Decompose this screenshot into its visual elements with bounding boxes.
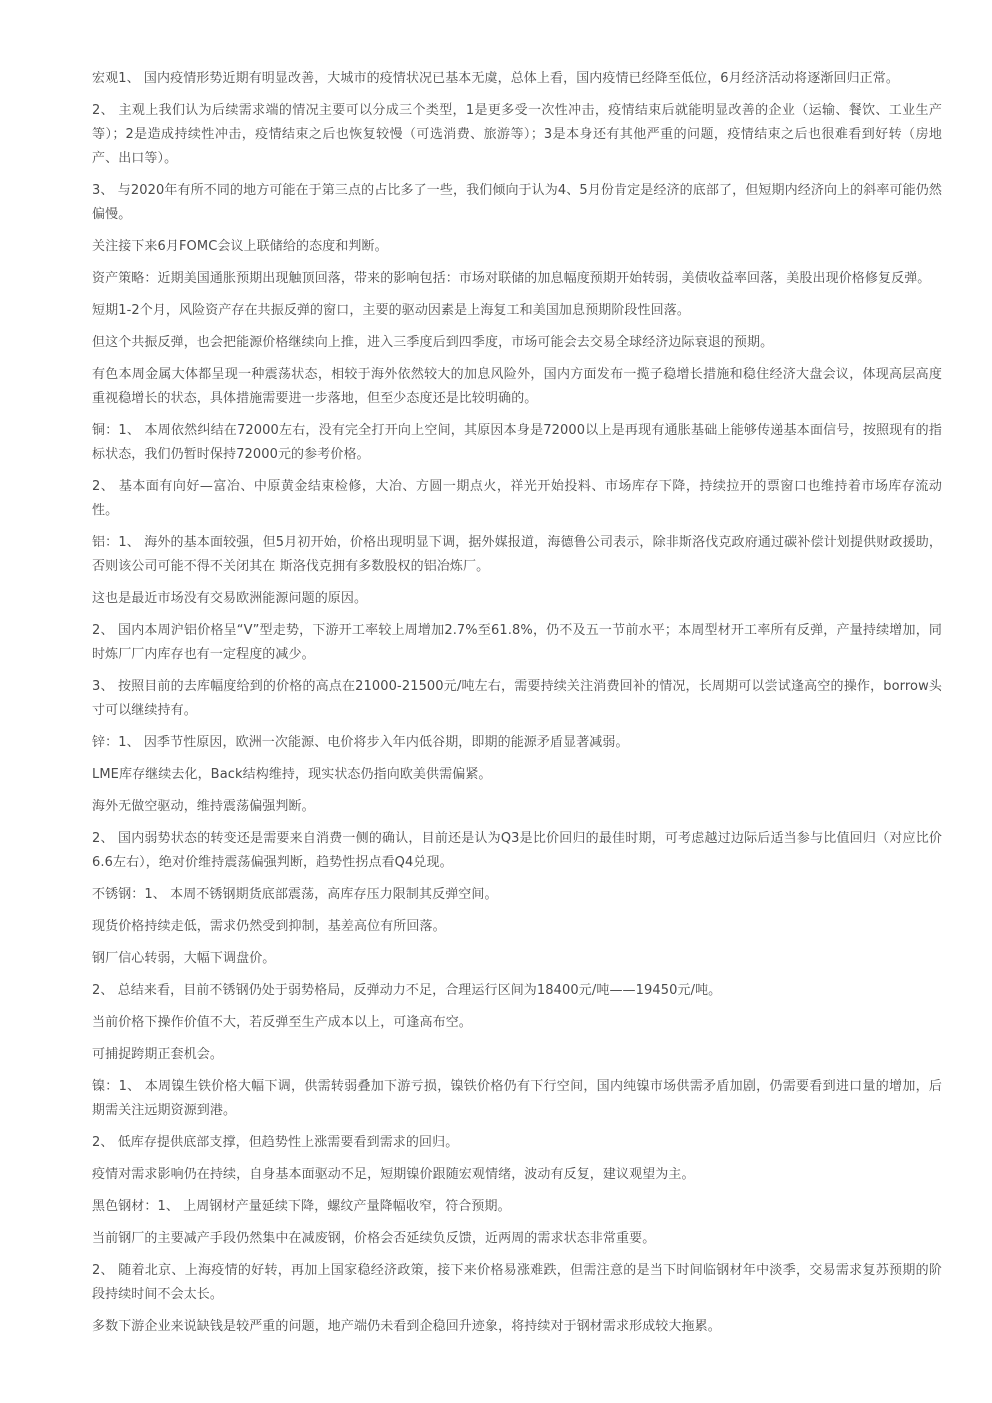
paragraph-macro-2: 2、 主观上我们认为后续需求端的情况主要可以分成三个类型，1是更多受一次性冲击，疫情结束后就能明显改善的企业（运输、餐饮、工业生产等）；2是造成持续性冲击，疫情结束之后也恢复较慢（可选消费、旅游等）；3是本身还有其他严重的问题，疫情结束之后也很难看到好转（房地产、出口等）。 bbox=[92, 103, 942, 166]
paragraph-zinc-1: 锌：1、 因季节性原因，欧洲一次能源、电价将步入年内低谷期，即期的能源矛盾显著减弱。 bbox=[92, 735, 629, 750]
paragraph-zinc-overseas: 海外无做空驱动，维持震荡偏强判断。 bbox=[92, 799, 315, 814]
paragraph-stainless-spread: 可捕捉跨期正套机会。 bbox=[92, 1047, 224, 1062]
paragraph-aluminum-2: 2、 国内本周沪铝价格呈“V”型走势，下游开工率较上周增加2.7%至61.8%，仍不及五一节前水平；本周型材开工率所有反弹，产量持续增加，同时炼厂厂内库存也有一定程度的减少。 bbox=[92, 623, 942, 662]
paragraph-macro-3: 3、 与2020年有所不同的地方可能在于第三点的占比多了一些，我们倾向于认为4、5月份肯定是经济的底部了，但短期内经济向上的斜率可能仍然偏慢。 bbox=[92, 183, 942, 222]
paragraph-zinc-lme: LME库存继续去化，Back结构维持，现实状态仍指向欧美供需偏紧。 bbox=[92, 767, 492, 782]
paragraph-copper-1: 铜：1、 本周依然纠结在72000左右，没有完全打开向上空间，其原因本身是72000以上是再现有通胀基础上能够传递基本面信号，按照现有的指标状态，我们仍暂时保持72000元的参考价格。 bbox=[92, 423, 942, 462]
paragraph-aluminum-3: 3、 按照目前的去库幅度给到的价格的高点在21000-21500元/吨左右，需要持续关注消费回补的情况，长周期可以尝试逢高空的操作，borrow头寸可以继续持有。 bbox=[92, 679, 942, 718]
paragraph-short-term: 短期1-2个月，风险资产存在共振反弹的窗口，主要的驱动因素是上海复工和美国加息预期阶段性回落。 bbox=[92, 303, 690, 318]
paragraph-nickel-1: 镍：1、 本周镍生铁价格大幅下调，供需转弱叠加下游亏损，镍铁价格仍有下行空间，国内纯镍市场供需矛盾加剧，仍需要看到进口量的增加，后期需关注远期资源到港。 bbox=[92, 1079, 942, 1118]
paragraph-steel-1: 黑色钢材：1、 上周钢材产量延续下降，螺纹产量降幅收窄，符合预期。 bbox=[92, 1199, 511, 1214]
paragraph-stainless-2: 2、 总结来看，目前不锈钢仍处于弱势格局，反弹动力不足，合理运行区间为18400元/吨——19450元/吨。 bbox=[92, 983, 722, 998]
paragraph-nickel-2: 2、 低库存提供底部支撑，但趋势性上涨需要看到需求的回归。 bbox=[92, 1135, 459, 1150]
paragraph-stainless-1: 不锈钢：1、 本周不锈钢期货底部震荡，高库存压力限制其反弹空间。 bbox=[92, 887, 498, 902]
paragraph-steel-downstream: 多数下游企业来说缺钱是较严重的问题，地产端仍未看到企稳回升迹象，将持续对于钢材需求形成较大拖累。 bbox=[92, 1319, 721, 1334]
paragraph-copper-2: 2、 基本面有向好—富冶、中原黄金结束检修，大冶、方圆一期点火，祥光开始投料、市场库存下降，持续拉开的票窗口也维持着市场库存流动性。 bbox=[92, 479, 942, 518]
paragraph-nonferrous: 有色本周金属大体都呈现一种震荡状态，相较于海外依然较大的加息风险外，国内方面发布一揽子稳增长措施和稳住经济大盘会议，体现高层高度重视稳增长的状态，具体措施需要进一步落地，但至少态度还是比较明确的。 bbox=[92, 367, 942, 406]
paragraph-fomc: 关注接下来6月FOMC会议上联储给的态度和判断。 bbox=[92, 239, 388, 254]
paragraph-stainless-ops: 当前价格下操作价值不大，若反弹至生产成本以上，可逢高布空。 bbox=[92, 1015, 472, 1030]
paragraph-nickel-covid: 疫情对需求影响仍在持续，自身基本面驱动不足，短期镍价跟随宏观情绪，波动有反复，建议观望为主。 bbox=[92, 1167, 695, 1182]
paragraph-steel-2: 2、 随着北京、上海疫情的好转，再加上国家稳经济政策，接下来价格易涨难跌，但需注意的是当下时间临钢材年中淡季，交易需求复苏预期的阶段持续时间不会太长。 bbox=[92, 1263, 942, 1302]
paragraph-stainless-spot: 现货价格持续走低，需求仍然受到抑制，基差高位有所回落。 bbox=[92, 919, 446, 934]
paragraph-rebound: 但这个共振反弹，也会把能源价格继续向上推，进入三季度后到四季度，市场可能会去交易全球经济边际衰退的预期。 bbox=[92, 335, 774, 350]
paragraph-aluminum-1: 铝：1、 海外的基本面较强，但5月初开始，价格出现明显下调，据外媒报道，海德鲁公司表示，除非斯洛伐克政府通过碳补偿计划提供财政援助，否则该公司可能不得不关闭其在 斯洛伐克拥有多数股权的铝冶炼厂。 bbox=[92, 535, 942, 574]
paragraph-stainless-mills: 钢厂信心转弱，大幅下调盘价。 bbox=[92, 951, 276, 966]
paragraph-macro-1: 宏观1、 国内疫情形势近期有明显改善，大城市的疫情状况已基本无虞，总体上看，国内疫情已经降至低位，6月经济活动将逐渐回归正常。 bbox=[92, 71, 899, 86]
paragraph-zinc-2: 2、 国内弱势状态的转变还是需要来自消费一侧的确认，目前还是认为Q3是比价回归的最佳时期，可考虑越过边际后适当参与比值回归（对应比价6.6左右），绝对价维持震荡偏强判断，趋势性拐点看Q4兑现。 bbox=[92, 831, 942, 870]
paragraph-asset-strategy: 资产策略：近期美国通胀预期出现触顶回落，带来的影响包括：市场对联储的加息幅度预期开始转弱，美债收益率回落，美股出现价格修复反弹。 bbox=[92, 271, 931, 286]
paragraph-steel-mills: 当前钢厂的主要减产手段仍然集中在减废钢，价格会否延续负反馈，近两周的需求状态非常重要。 bbox=[92, 1231, 656, 1246]
paragraph-aluminum-note: 这也是最近市场没有交易欧洲能源问题的原因。 bbox=[92, 591, 368, 606]
